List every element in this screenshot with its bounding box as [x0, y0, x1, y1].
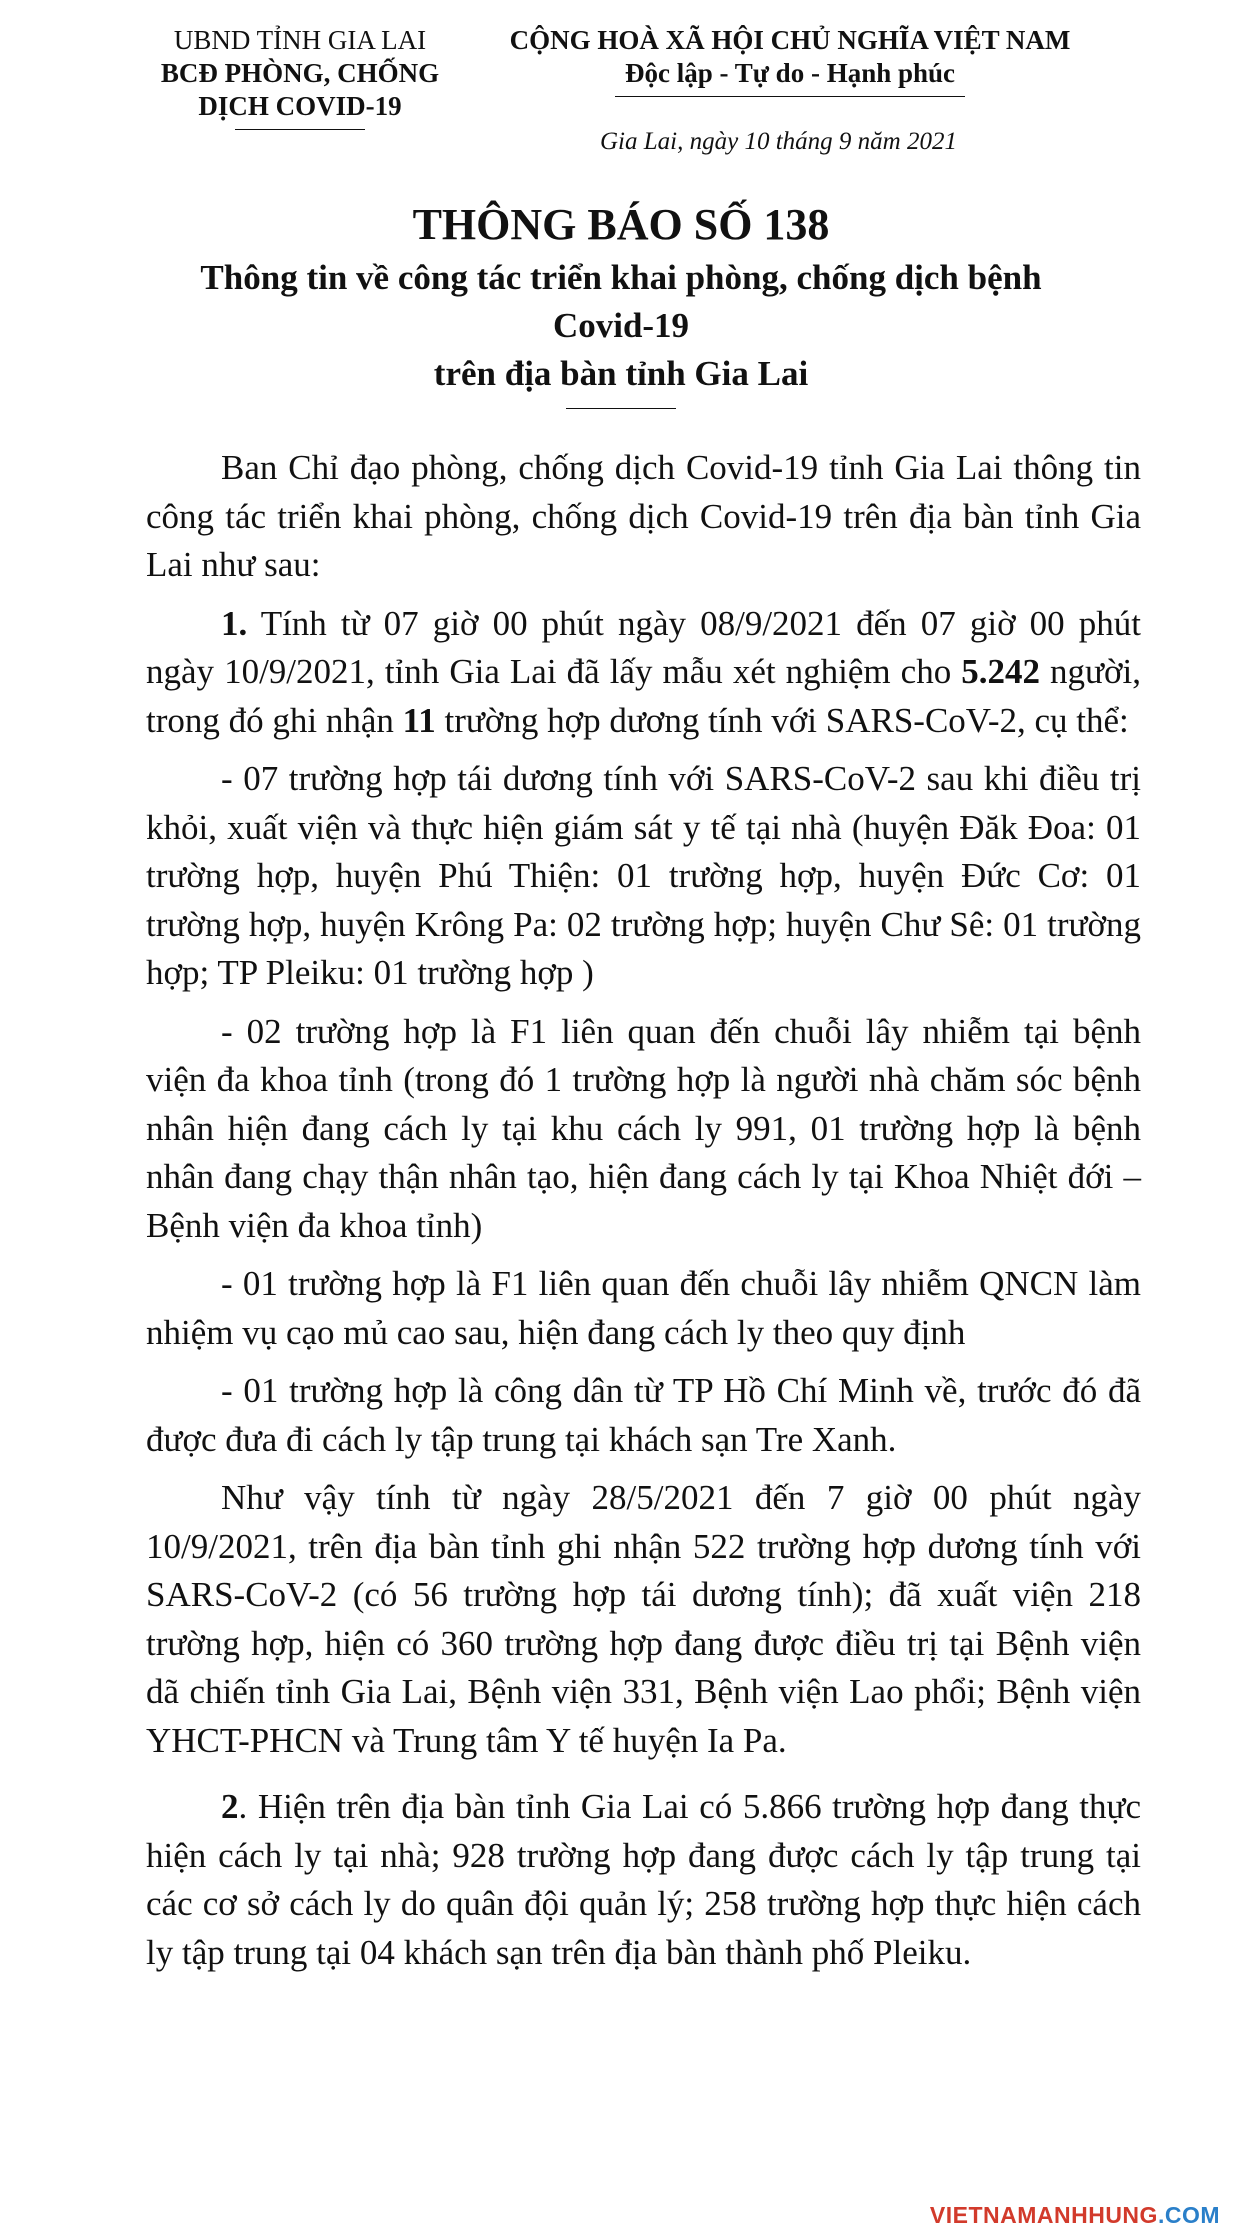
title-sub-1: Thông tin về công tác triển khai phòng, chống dịch bệnh: [200, 258, 1042, 297]
watermark: [930, 2202, 1220, 2229]
bullet-1: - 07 trường hợp tái dương tính với SARS-CoV-2 sau khi điều trị khỏi, xuất viện và thực hiện giám sát y tế tại nhà (huyện Đăk Đoa: 01 trường hợp, huyện Phú Thiện: 01 trường hợp, huyện Đức Cơ: 01 trường hợp, huyện Krông Pa: 02 trường hợp; huyện Chư Sê: 01 trường hợp; TP Pleiku: 01 trường hợp ): [146, 759, 1141, 992]
title-main: THÔNG BÁO SỐ 138: [412, 200, 830, 249]
watermark-part-1: VIETNAM: [929, 2202, 1037, 2228]
watermark-part-2: ANHHUNG: [1036, 2202, 1158, 2228]
motto-underline: [615, 96, 965, 97]
document-body: [146, 444, 1141, 1977]
nation-name: CỘNG HOÀ XÃ HỘI CHỦ NGHĨA VIỆT NAM: [509, 25, 1071, 55]
summary-paragraph: Như vậy tính từ ngày 28/5/2021 đến 7 giờ 00 phút ngày 10/9/2021, trên địa bàn tỉnh ghi nhận 522 trường hợp dương tính với SARS-CoV-2 (có 56 trường hợp tái dương tính); đã xuất viện 218 trường hợp, hiện có 360 trường hợp đang được điều trị tại Bệnh viện dã chiến tỉnh Gia Lai, Bệnh viện 331, Bệnh viện Lao phổi; Bệnh viện YHCT-PHCN và Trung tâm Y tế huyện Ia Pa.: [146, 1478, 1141, 1760]
section-2-paragraph: [146, 1783, 1141, 1977]
section-2-text: . Hiện trên địa bàn tỉnh Gia Lai có 5.866 trường hợp đang thực hiện cách ly tại nhà; 928 trường hợp đang được cách ly tập trung tại các cơ sở cách ly do quân đội quản lý; 258 trường hợp thực hiện cách ly tập trung tại 04 khách sạn trên địa bàn thành phố Pleiku.: [146, 1787, 1141, 1972]
title-sub-3: trên địa bàn tỉnh Gia Lai: [433, 354, 809, 393]
bullet-4: - 01 trường hợp là công dân từ TP Hồ Chí Minh về, trước đó đã được đưa đi cách ly tập trung tại khách sạn Tre Xanh.: [146, 1371, 1141, 1459]
title-sub-2: Covid-19: [552, 306, 690, 345]
section-1-paragraph: [146, 600, 1141, 746]
agency-line-1: UBND TỈNH GIA LAI: [173, 25, 427, 55]
positive-count: 11: [402, 700, 436, 740]
national-heading: [485, 24, 1095, 97]
motto: Độc lập - Tự do - Hạnh phúc: [624, 58, 956, 88]
section-1-number: 1.: [221, 603, 248, 643]
document-title: [100, 196, 1142, 409]
issuing-agency: [110, 24, 490, 130]
bullet-2: - 02 trường hợp là F1 liên quan đến chuỗi lây nhiễm tại bệnh viện đa khoa tỉnh (trong đó 1 trường hợp là người nhà chăm sóc bệnh nhân hiện đang cách ly tại khu cách ly 991, 01 trường hợp là bệnh nhân đang chạy thận nhân tạo, hiện đang cách ly tại Khoa Nhiệt đới – Bệnh viện đa khoa tỉnh): [146, 1011, 1141, 1245]
section-2-number: 2: [221, 1787, 239, 1826]
agency-line-2: BCĐ PHÒNG, CHỐNG: [160, 58, 440, 88]
agency-line-3: DỊCH COVID-19: [198, 91, 402, 121]
title-underline: [566, 408, 676, 409]
bullet-3: - 01 trường hợp là F1 liên quan đến chuỗi lây nhiễm QNCN làm nhiệm vụ cạo mủ cao sau, hiện đang cách ly theo quy định: [146, 1264, 1141, 1352]
section-1-text-a: Tính từ 07 giờ 00 phút ngày 08/9/2021 đến 07 giờ 00 phút ngày 10/9/2021, tỉnh Gia Lai đã lấy mẫu xét nghiệm cho: [146, 603, 1141, 691]
section-1-text-b: người, trong đó ghi nhận: [146, 652, 1142, 740]
agency-underline: [235, 129, 365, 130]
watermark-part-3: .COM: [1157, 2202, 1220, 2228]
intro-paragraph: Ban Chỉ đạo phòng, chống dịch Covid-19 tỉnh Gia Lai thông tin công tác triển khai phòng, chống dịch Covid-19 trên địa bàn tỉnh Gia Lai như sau:: [146, 448, 1141, 584]
issue-date: Gia Lai, ngày 10 tháng 9 năm 2021: [600, 128, 957, 155]
tested-count: 5.242: [961, 652, 1040, 691]
section-1-text-c: trường hợp dương tính với SARS-CoV-2, cụ thể:: [435, 700, 1129, 740]
